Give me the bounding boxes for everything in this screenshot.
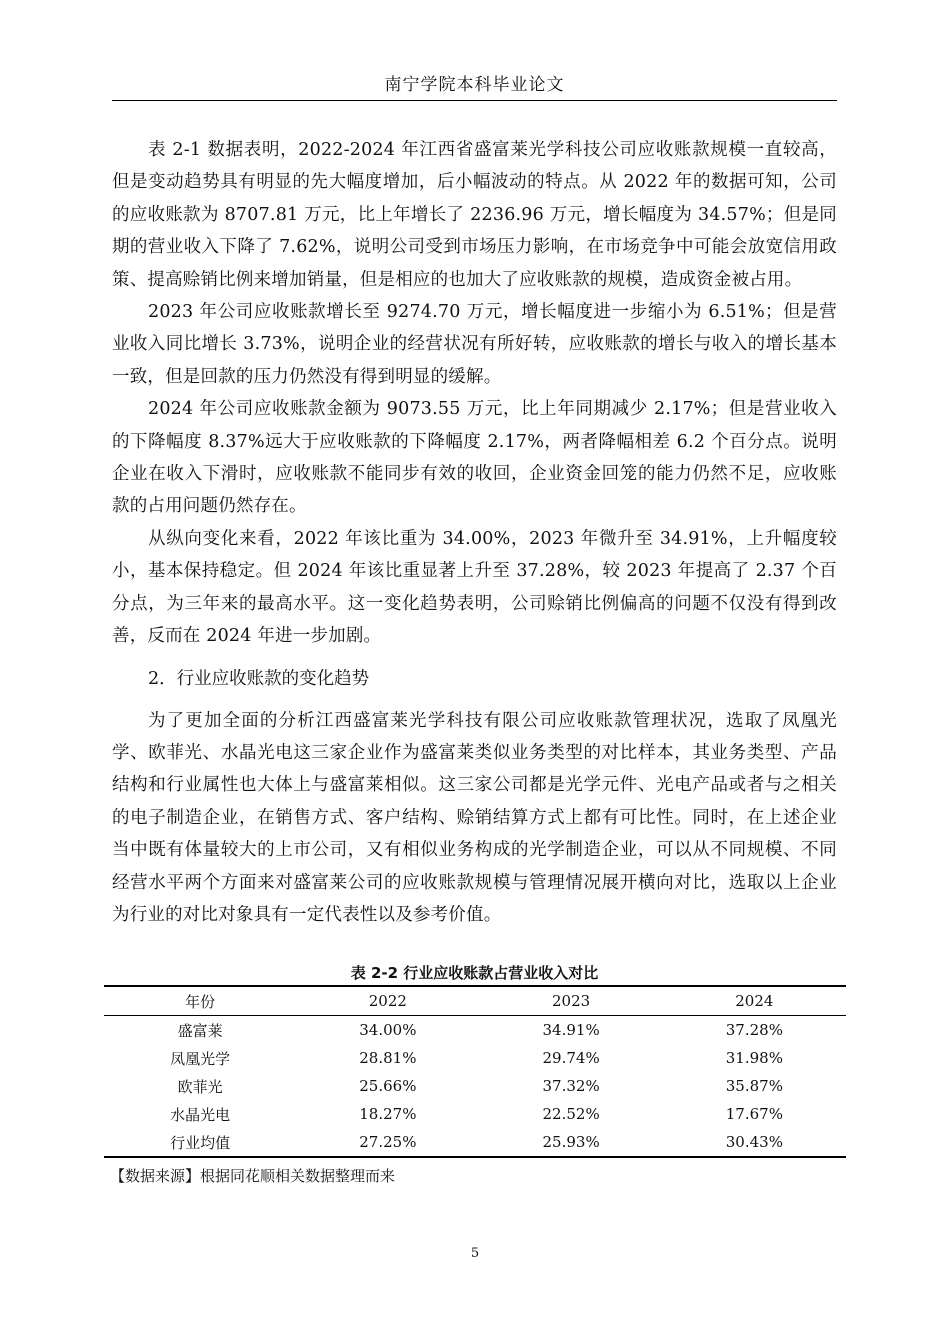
comparison-table	[104, 985, 846, 1158]
section-subheading: 2．行业应收账款的变化趋势	[148, 668, 370, 689]
body-text	[112, 134, 837, 931]
table-cell: 27.25%	[296, 1128, 479, 1157]
table-row	[104, 1044, 846, 1072]
table-cell: 30.43%	[663, 1128, 846, 1157]
table-cell: 35.87%	[725, 1077, 783, 1095]
table-cell: 盛富莱	[177, 1021, 223, 1040]
table-row	[104, 1072, 846, 1100]
table-cell: 17.67%	[725, 1105, 783, 1123]
column-header: 年份	[104, 986, 296, 1016]
page-header: 南宁学院本科毕业论文	[384, 75, 565, 95]
paragraph: 表 2-1 数据表明，2022-2024 年江西省盛富莱光学科技公司应收账款规模一直较高，但是变动趋势具有明显的先大幅度增加，后小幅波动的特点。从 2022 年的数据可知，公司的应收账款为 8707.81 万元，比上年增长了 2236.96 万元，增长幅度为 34.57%；但是同期的营业收入下降了 7.62%，说明公司受到市场压力影响，在市场竞争中可能会放宽信用政策、提高赊销比例来增加销量，但是相应的也加大了应收账款的规模，造成资金被占用。	[112, 140, 837, 290]
table-cell: 凤凰光学	[170, 1049, 231, 1068]
table-cell: 29.74%	[542, 1049, 600, 1067]
table-cell: 行业均值	[104, 1128, 296, 1157]
table-cell: 34.91%	[542, 1021, 600, 1039]
table-cell: 18.27%	[359, 1105, 417, 1123]
header-divider	[112, 100, 837, 101]
table-cell: 25.93%	[479, 1128, 662, 1157]
paragraph: 为了更加全面的分析江西盛富莱光学科技有限公司应收账款管理状况，选取了凤凰光学、欧菲光、水晶光电这三家企业作为盛富莱类似业务类型的对比样本，其业务类型、产品结构和行业属性也大体上与盛富莱相似。这三家公司都是光学元件、光电产品或者与之相关的电子制造企业，在销售方式、客户结构、赊销结算方式上都有可比性。同时，在上述企业当中既有体量较大的上市公司，又有相似业务构成的光学制造企业，可以从不同规模、不同经营水平两个方面来对盛富莱公司的应收账款规模与管理情况展开横向对比，选取以上企业为行业的对比对象具有一定代表性以及参考价值。	[112, 710, 837, 925]
page-number: 5	[470, 1246, 480, 1261]
column-header: 2024	[663, 986, 846, 1016]
table-cell: 28.81%	[359, 1049, 417, 1067]
table-cell: 31.98%	[725, 1049, 783, 1067]
table-cell: 水晶光电	[170, 1105, 231, 1124]
table-row	[104, 1016, 846, 1045]
paragraph: 2024 年公司应收账款金额为 9073.55 万元，比上年同期减少 2.17%；但是营业收入的下降幅度 8.37%远大于应收账款的下降幅度 2.17%，两者降幅相差 6.2 个百分点。说明企业在收入下滑时，应收账款不能同步有效的收回，企业资金回笼的能力仍然不足，应收账款的占用问题仍然存在。	[112, 399, 837, 517]
table-cell: 欧菲光	[177, 1077, 223, 1096]
table-row	[104, 1128, 846, 1157]
table-cell: 34.00%	[359, 1021, 417, 1039]
column-header: 2022	[296, 986, 479, 1016]
data-source-note: 【数据来源】根据同花顺相关数据整理而来	[110, 1167, 396, 1185]
table-cell: 25.66%	[359, 1077, 417, 1095]
table-row	[104, 1100, 846, 1128]
paragraph: 从纵向变化来看，2022 年该比重为 34.00%，2023 年微升至 34.91%，上升幅度较小，基本保持稳定。但 2024 年该比重显著上升至 37.28%，较 2023 年提高了 2.37 个百分点，为三年来的最高水平。这一变化趋势表明，公司赊销比例偏高的问题不仅没有得到改善，反而在 2024 年进一步加剧。	[112, 528, 837, 647]
table-caption: 表 2-2 行业应收账款占营业收入对比	[350, 964, 599, 982]
table-cell: 37.28%	[725, 1021, 783, 1039]
table-cell: 37.32%	[542, 1077, 600, 1095]
paragraph: 2023 年公司应收账款增长至 9274.70 万元，增长幅度进一步缩小为 6.51%；但是营业收入同比增长 3.73%，说明企业的经营状况有所好转，应收账款的增长与收入的增长基本一致，但是回款的压力仍然没有得到明显的缓解。	[112, 302, 837, 387]
table-header-row	[104, 986, 846, 1016]
column-header: 2023	[479, 986, 662, 1016]
table-cell: 22.52%	[542, 1105, 600, 1123]
